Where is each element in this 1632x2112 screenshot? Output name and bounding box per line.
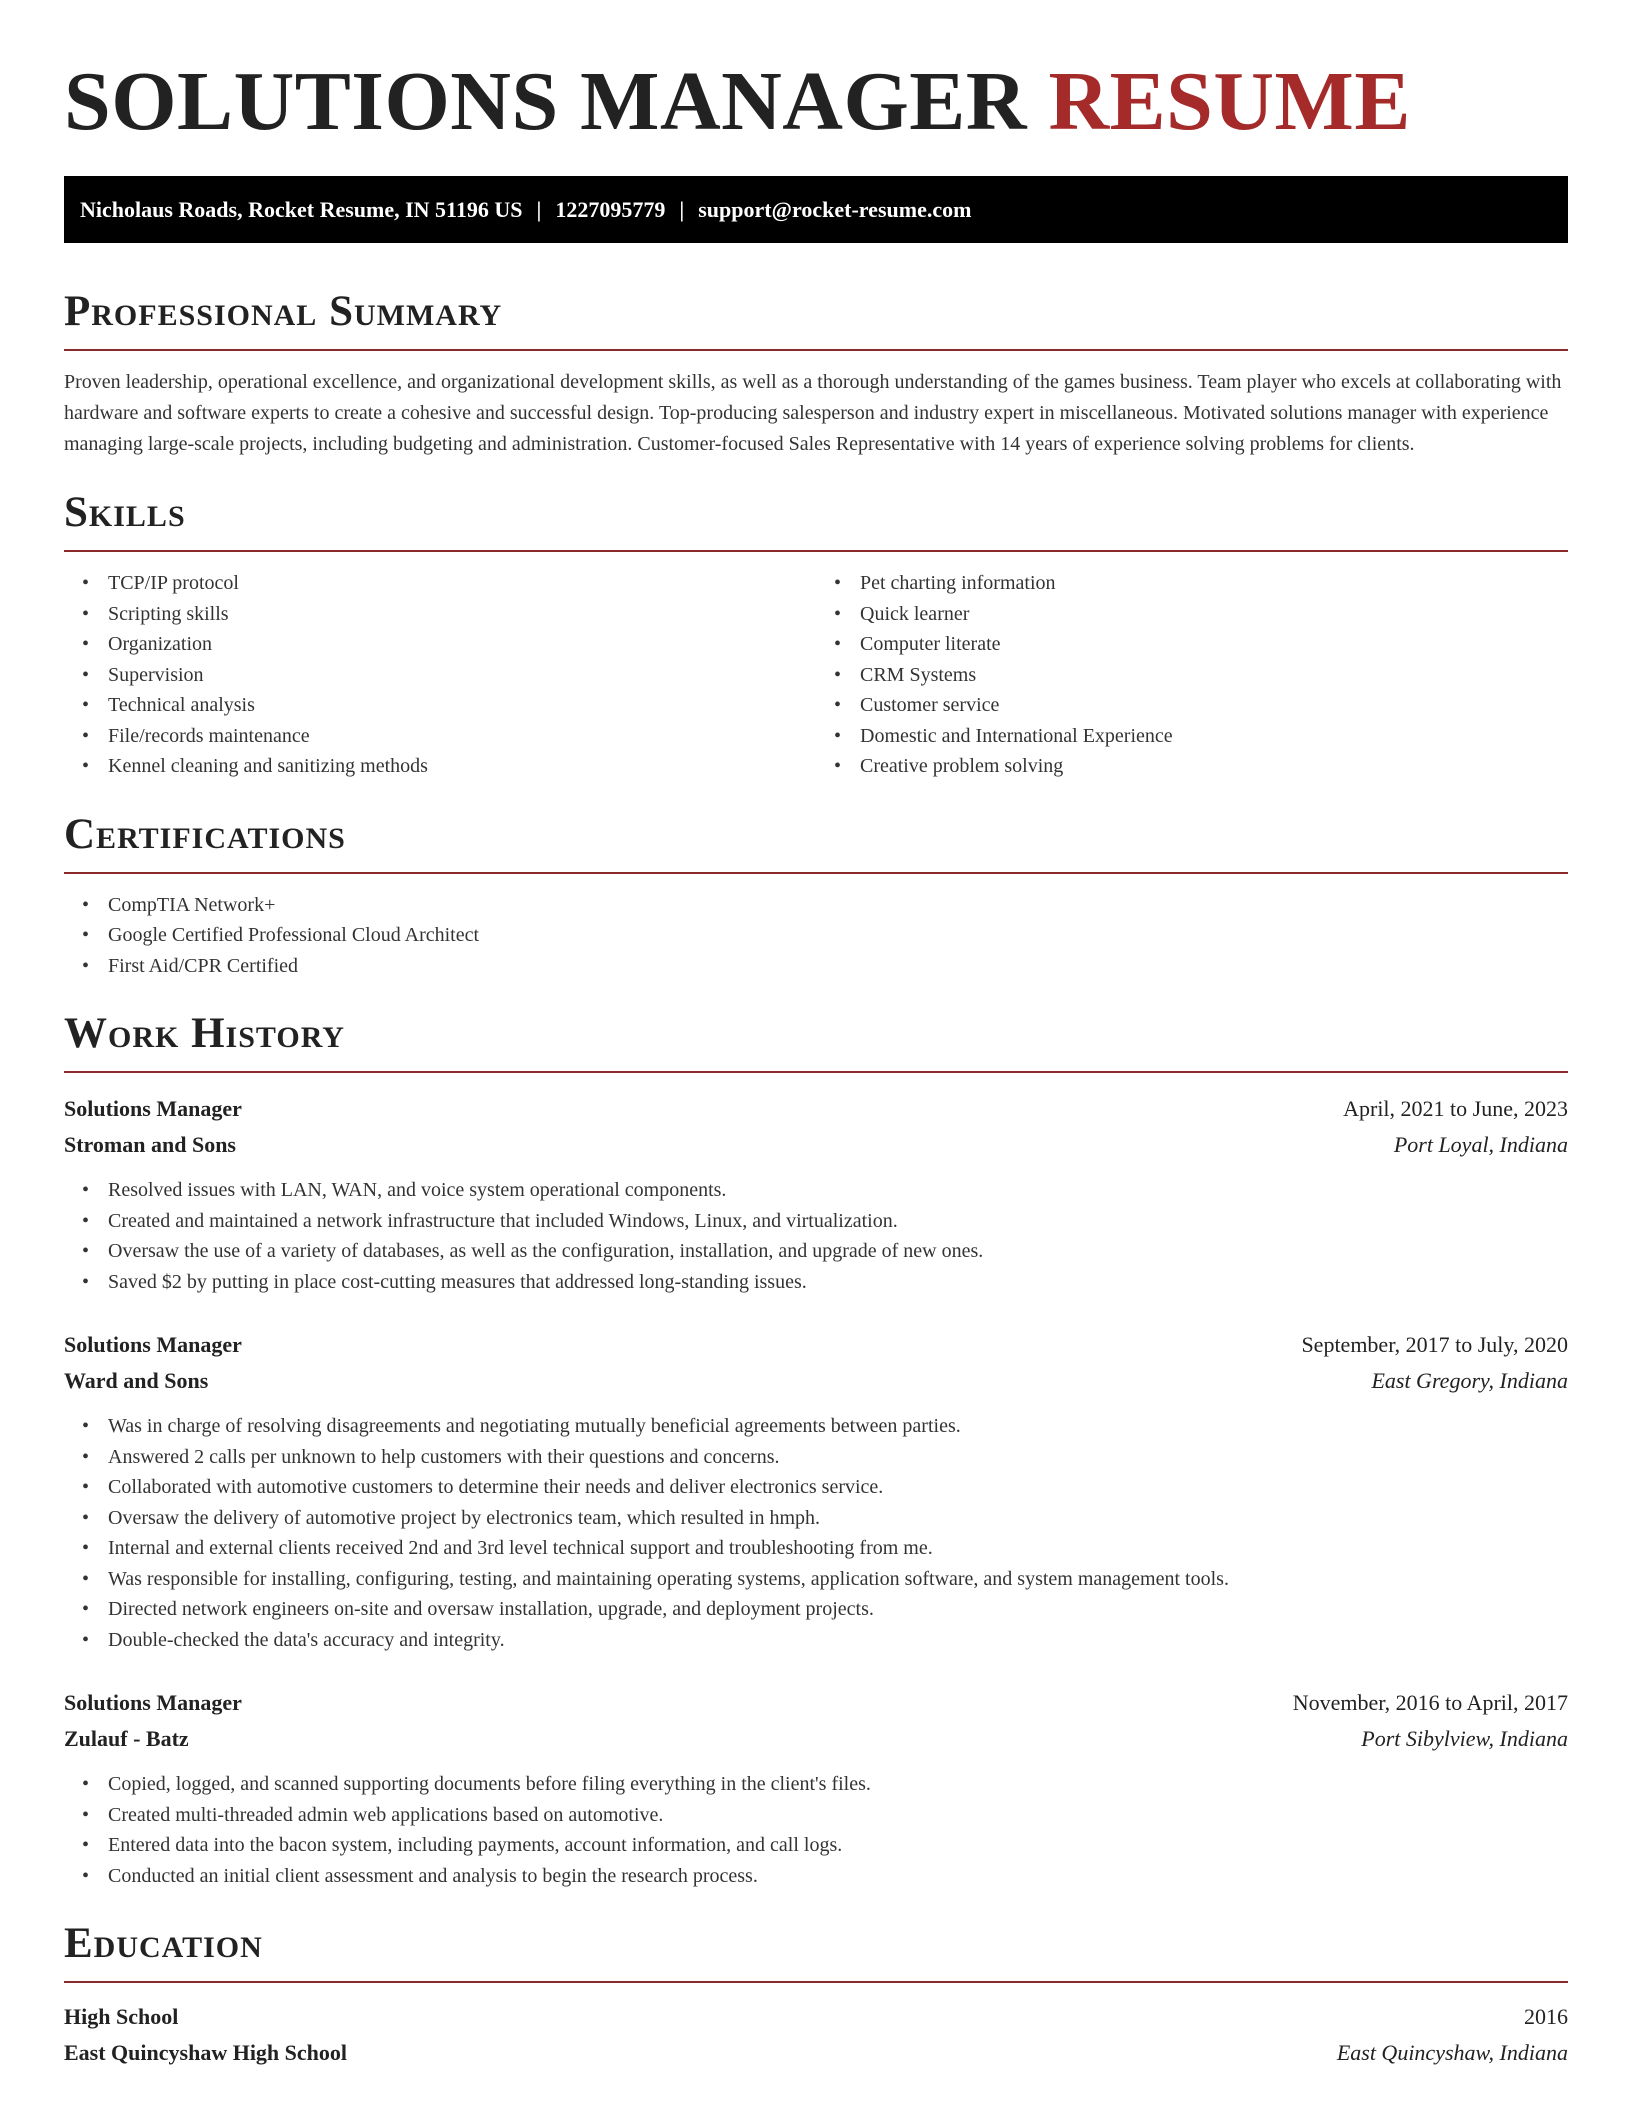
education-school-row [64, 2035, 1568, 2071]
certifications-list [64, 890, 1568, 982]
job-bullet: • Resolved issues with LAN, WAN, and voice system operational components. [108, 1175, 1568, 1206]
job-bullets [64, 1411, 1568, 1655]
job-bullet: • Answered 2 calls per unknown to help customers with their questions and concerns. [108, 1442, 1568, 1473]
job-title: Solutions Manager [64, 1690, 242, 1715]
skill-item: • Kennel cleaning and sanitizing methods [108, 751, 816, 782]
section-heading-education: Education [64, 1919, 1568, 1983]
education-degree-row [64, 1999, 1568, 2035]
skill-item: • File/records maintenance [108, 721, 816, 752]
job-bullet: • Oversaw the delivery of automotive project by electronics team, which resulted in hmph. [108, 1503, 1568, 1534]
job-title-row [64, 1327, 1568, 1363]
skill-item: • Creative problem solving [860, 751, 1568, 782]
job-bullet: • Saved $2 by putting in place cost-cutting measures that addressed long-standing issues. [108, 1267, 1568, 1298]
education-year: 2016 [1524, 2004, 1568, 2029]
skill-item: • Pet charting information [860, 568, 1568, 599]
contact-phone: 1227095779 [555, 197, 666, 222]
work-history-section [64, 1009, 1568, 1891]
skill-item: • Supervision [108, 660, 816, 691]
skill-item: • Domestic and International Experience [860, 721, 1568, 752]
job-title-row [64, 1685, 1568, 1721]
job-bullet: • Entered data into the bacon system, including payments, account information, and call logs. [108, 1830, 1568, 1861]
contact-separator: | [679, 197, 685, 222]
certifications-section [64, 810, 1568, 982]
education-school: East Quincyshaw High School [64, 2040, 348, 2065]
job-title: Solutions Manager [64, 1332, 242, 1357]
skills-list-right [816, 568, 1568, 782]
certification-item: • First Aid/CPR Certified [108, 951, 1568, 982]
job-bullet: • Collaborated with automotive customers to determine their needs and deliver electronics service. [108, 1472, 1568, 1503]
job-entry [64, 1685, 1568, 1891]
skill-item: • Organization [108, 629, 816, 660]
job-company: Stroman and Sons [64, 1132, 236, 1157]
title-main: SOLUTIONS MANAGER [64, 55, 1027, 148]
job-bullet: • Was in charge of resolving disagreements and negotiating mutually beneficial agreements between parties. [108, 1411, 1568, 1442]
education-degree: High School [64, 2004, 179, 2029]
job-company-row [64, 1721, 1568, 1757]
skill-item: • Quick learner [860, 599, 1568, 630]
section-heading-skills: Skills [64, 488, 1568, 552]
job-location: Port Loyal, Indiana [1393, 1132, 1568, 1157]
skill-item: • Customer service [860, 690, 1568, 721]
job-entry [64, 1327, 1568, 1655]
professional-summary-section [64, 287, 1568, 460]
job-bullet: • Copied, logged, and scanned supporting documents before filing everything in the client's files. [108, 1769, 1568, 1800]
contact-bar [64, 176, 1568, 243]
job-company-row [64, 1127, 1568, 1163]
contact-email: support@rocket-resume.com [698, 197, 972, 222]
skill-item: • Computer literate [860, 629, 1568, 660]
skills-list-left [64, 568, 816, 782]
job-bullet: • Created multi-threaded admin web applications based on automotive. [108, 1800, 1568, 1831]
job-bullets [64, 1769, 1568, 1891]
education-entry [64, 1999, 1568, 2071]
resume-content [64, 0, 1568, 2071]
job-dates: April, 2021 to June, 2023 [1343, 1096, 1568, 1121]
job-location: Port Sibylview, Indiana [1361, 1726, 1568, 1751]
job-title: Solutions Manager [64, 1096, 242, 1121]
job-bullet: • Was responsible for installing, configuring, testing, and maintaining operating systems, application software, and system management tools. [108, 1564, 1568, 1595]
job-company: Zulauf - Batz [64, 1726, 189, 1751]
job-company: Ward and Sons [64, 1368, 209, 1393]
title-accent: RESUME [1048, 55, 1411, 148]
contact-address: Nicholaus Roads, Rocket Resume, IN 51196 US [80, 197, 523, 222]
section-heading-work-history: Work History [64, 1009, 1568, 1073]
job-bullet: • Oversaw the use of a variety of databases, as well as the configuration, installation, and upgrade of new ones. [108, 1236, 1568, 1267]
summary-text: Proven leadership, operational excellence, and organizational development skills, as well as a thorough understanding of the games business. Team player who excels at collaborating with hardware and software experts to create a cohesive and successful design. Top-producing salesperson and industry expert in miscellaneous. Motivated solutions manager with experience managing large-scale projects, including budgeting and administration. Customer-focused Sales Representative with 14 years of experience solving problems for clients. [64, 371, 1562, 455]
skill-item: • TCP/IP protocol [108, 568, 816, 599]
job-bullet: • Internal and external clients received 2nd and 3rd level technical support and troubleshooting from me. [108, 1533, 1568, 1564]
education-location: East Quincyshaw, Indiana [1336, 2040, 1568, 2065]
job-bullet: • Created and maintained a network infrastructure that included Windows, Linux, and virtualization. [108, 1206, 1568, 1237]
resume-title [64, 0, 1568, 152]
job-dates: September, 2017 to July, 2020 [1301, 1332, 1568, 1357]
job-title-row [64, 1091, 1568, 1127]
skill-item: • CRM Systems [860, 660, 1568, 691]
job-dates: November, 2016 to April, 2017 [1292, 1690, 1568, 1715]
education-section [64, 1919, 1568, 2071]
job-entry [64, 1091, 1568, 1297]
certification-item: • Google Certified Professional Cloud Architect [108, 920, 1568, 951]
section-heading-certifications: Certifications [64, 810, 1568, 874]
job-bullets [64, 1175, 1568, 1297]
section-heading-summary: Professional Summary [64, 287, 1568, 351]
job-location: East Gregory, Indiana [1371, 1368, 1568, 1393]
certification-item: • CompTIA Network+ [108, 890, 1568, 921]
job-bullet: • Conducted an initial client assessment and analysis to begin the research process. [108, 1861, 1568, 1892]
contact-separator: | [536, 197, 542, 222]
skills-columns [64, 568, 1568, 782]
skills-section [64, 488, 1568, 782]
skill-item: • Technical analysis [108, 690, 816, 721]
skill-item: • Scripting skills [108, 599, 816, 630]
job-bullet: • Directed network engineers on-site and oversaw installation, upgrade, and deployment projects. [108, 1594, 1568, 1625]
job-bullet: • Double-checked the data's accuracy and integrity. [108, 1625, 1568, 1656]
job-company-row [64, 1363, 1568, 1399]
